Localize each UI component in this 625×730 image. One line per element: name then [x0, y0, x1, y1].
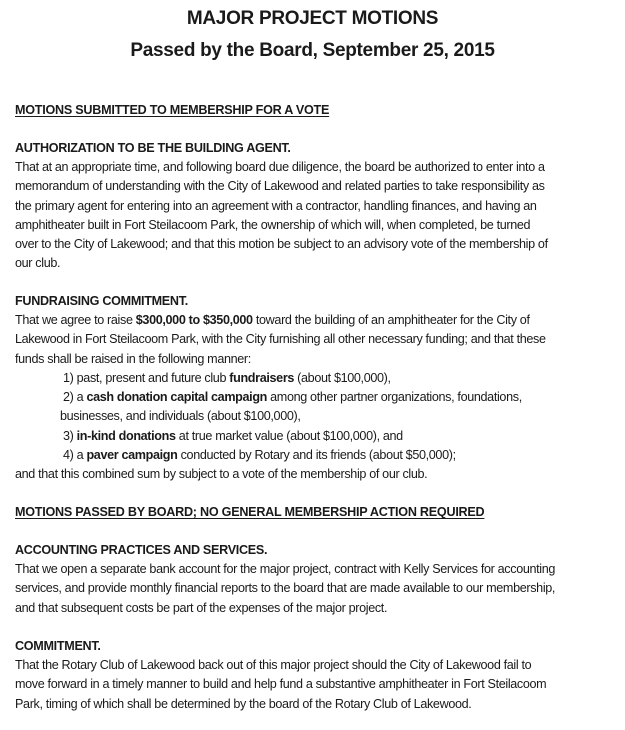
section-heading-board-only: MOTIONS PASSED BY BOARD; NO GENERAL MEMBERSHIP ACTION REQUIRED [15, 505, 485, 519]
text-run: 4) a [63, 448, 87, 463]
text-run-bold: in-kind donations [76, 428, 176, 443]
motion-body-fundraising [15, 311, 625, 485]
motion-body-building-agent [15, 158, 625, 274]
text-line [15, 311, 625, 330]
text-run: 2) a [63, 390, 87, 405]
section-heading-membership-vote: MOTIONS SUBMITTED TO MEMBERSHIP FOR A VOTE [15, 103, 330, 117]
text-line: Lakewood in Fort Steilacoom Park, with the City furnishing all other necessary funding; and that these [15, 332, 546, 347]
text-line: memorandum of understanding with the City of Lakewood and related parties to take responsibility as [15, 179, 545, 194]
fundraising-item-2 [15, 388, 625, 407]
text-line: the primary agent for entering into an agreement with a contractor, handling finances, and having an [15, 198, 537, 213]
text-line: That we open a separate bank account for the major project, contract with Kelly Services for accounting [15, 562, 556, 576]
text-line: That the Rotary Club of Lakewood back out of this major project should the City of Lakewood fail to [15, 658, 532, 672]
text-run: at true market value (about $100,000), and [175, 428, 403, 443]
motion-heading-building-agent: AUTHORIZATION TO BE THE BUILDING AGENT. [15, 141, 291, 155]
text-line: funds shall be raised in the following manner: [15, 351, 251, 366]
text-line: That at an appropriate time, and following board due diligence, the board be authorized to enter into a [15, 160, 545, 174]
document-subtitle: Passed by the Board, September 25, 2015 [130, 40, 495, 61]
text-run: That we agree to raise [15, 313, 136, 327]
fundraising-item-2-continuation: businesses, and individuals (about $100,000), [60, 409, 301, 424]
text-run: 3) [63, 428, 77, 443]
fundraising-item-1 [15, 369, 625, 388]
text-line: services, and provide monthly financial reports to the board that are made available to our membership, [15, 581, 556, 596]
motion-heading-commitment: COMMITMENT. [15, 639, 101, 653]
text-run: conducted by Rotary and its friends (about $50,000); [177, 448, 456, 463]
text-line: our club. [15, 256, 61, 271]
fundraising-item-4 [15, 446, 625, 465]
motion-body-accounting [15, 560, 625, 618]
text-line: amphitheater built in Fort Steilacoom Park, the ownership of which will, when completed, be turned [15, 217, 531, 232]
text-run-bold: cash donation capital campaign [86, 390, 267, 405]
text-run: 1) past, present and future club [63, 370, 230, 385]
text-line: and that subsequent costs be part of the expenses of the major project. [15, 600, 388, 615]
text-line: over to the City of Lakewood; and that this motion be subject to an advisory vote of the membership of [15, 237, 548, 252]
document-title: MAJOR PROJECT MOTIONS [186, 8, 439, 29]
motion-body-commitment [15, 656, 625, 714]
text-line: Park, timing of which shall be determined by the board of the Rotary Club of Lakewood. [15, 696, 472, 711]
motion-heading-accounting: ACCOUNTING PRACTICES AND SERVICES. [15, 543, 268, 557]
text-run-bold: fundraisers [229, 370, 295, 385]
fundraising-item-3 [15, 427, 625, 446]
text-line: move forward in a timely manner to build and help fund a substantive amphitheater in Fort Steilacoom [15, 677, 547, 692]
text-line: and that this combined sum by subject to a vote of the membership of our club. [15, 467, 428, 482]
fundraising-goal-amount: $300,000 to $350,000 [135, 313, 253, 327]
text-run: toward the building of an amphitheater for the City of [252, 313, 530, 327]
text-run: (about $100,000), [294, 370, 391, 385]
text-run: among other partner organizations, foundations, [267, 390, 522, 405]
motion-heading-fundraising: FUNDRAISING COMMITMENT. [15, 294, 188, 308]
text-run-bold: paver campaign [86, 448, 178, 463]
